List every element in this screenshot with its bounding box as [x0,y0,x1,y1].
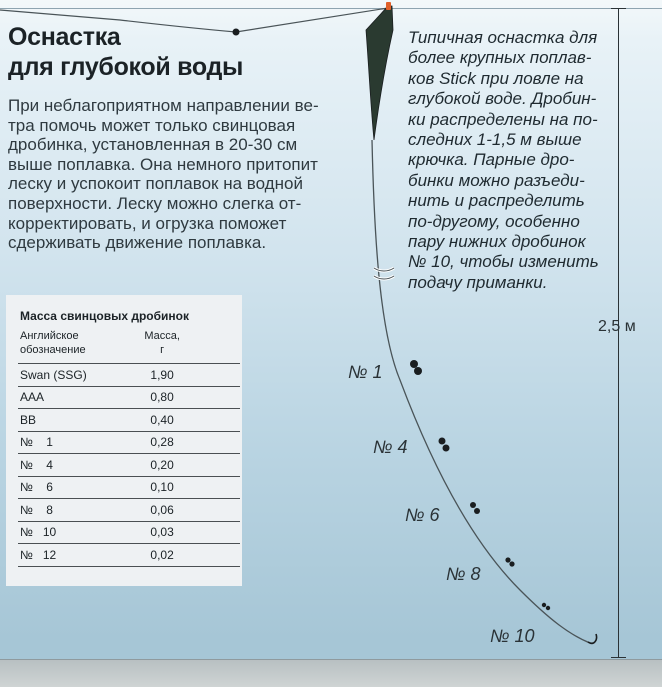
fishing-line [372,140,590,643]
stick-float [366,6,393,140]
shot-name: № 1 [18,431,122,454]
shot-no6-b [474,508,480,514]
intro-line: При неблагоприятном направлении ве- [8,96,319,115]
caption-line: бинки можно разъеди- [408,170,585,190]
caption-line: ки распределены на по- [408,109,598,129]
shot-label-no10: № 10 [490,626,535,646]
intro-line: дробинка, установленная в 20-30 см [8,135,298,155]
shot-label-no1: № 1 [348,362,383,382]
intro-line: леску и успокоит поплавок на водной [8,174,303,194]
depth-tick-top [611,8,626,9]
float-tip [386,2,391,10]
shot-no4-b [443,445,450,452]
shot-mass: 0,40 [122,409,240,432]
caption-line: Типичная оснастка для [408,28,598,47]
shot-mass: 0,80 [122,386,240,409]
shot-label-no8: № 8 [446,564,481,584]
shot-mass: 0,06 [122,499,240,522]
shot-name: № 4 [18,454,122,477]
shot-name: № 10 [18,521,122,544]
shot-mass: 0,10 [122,476,240,499]
caption-line: подачу приманки. [408,272,548,292]
intro-line: тра помочь может только свинцовая [8,115,296,135]
title-line-1: Оснастка [8,23,121,51]
caption-line: более крупных поплав- [408,48,592,68]
shot-name: Swan (SSG) [18,364,122,387]
shot-mass: 0,28 [122,431,240,454]
surface-line-to-float [0,8,388,32]
shot-no8-a [505,557,510,562]
shot-name: BB [18,409,122,432]
shot-mass: 1,90 [122,364,240,387]
intro-line: поверхности. Леску можно слегка от- [8,193,302,213]
table-title: Масса свинцовых дробинок [20,309,189,323]
depth-label: 2,5 м [598,318,636,335]
hook [588,634,597,643]
surface-shot [233,29,240,36]
sea-bed [0,659,662,687]
col-header-designation: Английское обозначение [20,330,86,356]
shot-no6-a [470,502,476,508]
intro-line: сдерживать движение поплавка. [8,233,267,253]
intro-line: выше поплавка. Она немного притопит [8,154,318,174]
shot-label-no6: № 6 [405,505,440,525]
shot-mass: 0,20 [122,454,240,477]
caption-line: по-другому, особенно [408,211,580,231]
intro-line: корректировать, и огрузка поможет [8,213,287,233]
caption-line: нить и распределить [408,191,585,211]
shot-name: AAA [18,386,122,409]
shot-no1-b [414,367,422,375]
shot-no10-a [542,603,546,607]
shot-no4-a [439,438,446,445]
shot-mass: 0,02 [122,544,240,567]
caption-line: № 10, чтобы изменить [408,252,599,272]
title-line-2: для глубокой воды [8,53,244,81]
shot-no10-b [546,606,550,610]
caption-line: пару нижних дробинок [408,232,586,252]
caption-line: глубокой воде. Дробин- [408,89,597,109]
shot-mass: 0,03 [122,521,240,544]
depth-tick-bottom [611,657,626,658]
caption-line: ков Stick при ловле на [408,68,584,88]
caption-line: крючка. Парные дро- [408,150,575,170]
caption-line: следних 1-1,5 м выше [408,130,582,150]
shot-name: № 8 [18,499,122,522]
shot-no8-b [509,561,514,566]
shot-no1-a [410,360,418,368]
shot-name: № 6 [18,476,122,499]
col-header-mass: Масса, г [144,330,180,356]
shot-label-no4: № 4 [373,437,408,457]
shot-name: № 12 [18,544,122,567]
